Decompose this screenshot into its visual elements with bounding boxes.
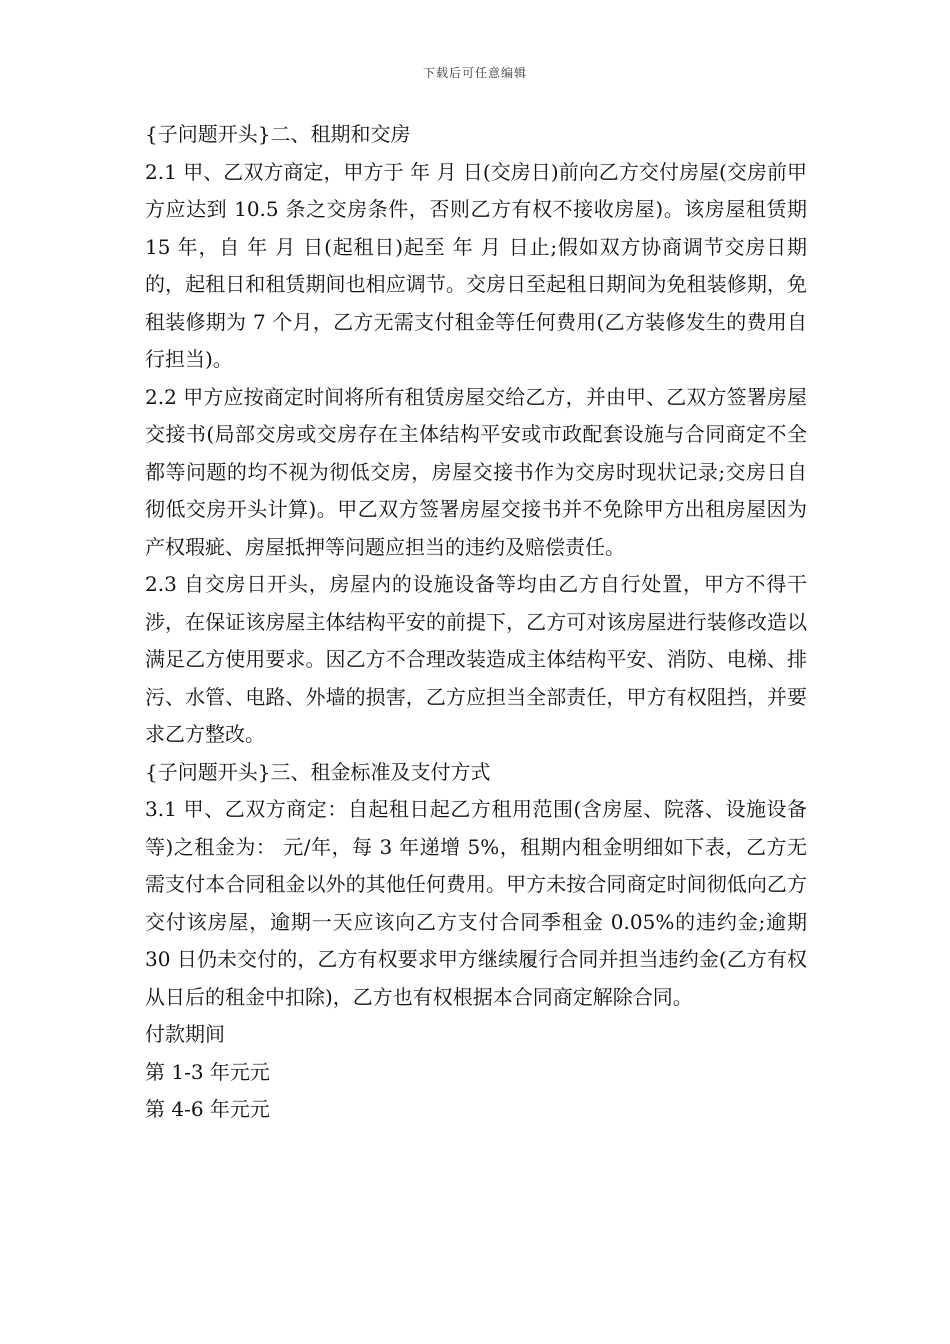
payment-row: 第 1-3 年元元 bbox=[145, 1059, 270, 1084]
section-heading: {子问题开头}二、租期和交房 bbox=[145, 122, 411, 146]
clause-2-1: 2.1 甲、乙双方商定，甲方于 年 月 日(交房日)前向乙方交付房屋(交房前甲方应达到 10.5 条之交房条件，否则乙方有权不接收房屋)。该房屋租赁期 15 年，自 年 月 日(起租日)起至 年 月 日止;假如双方协商调节交房日期的，起租日和租赁期间也相应调节。交房日至起租日期间为免租装修期，免租装修期为 7 个月，乙方无需支付租金等任何费用(乙方装修发生的费用自行担当)。 bbox=[145, 159, 807, 371]
payment-row: 第 4-6 年元元 bbox=[145, 1097, 270, 1121]
clause-2-2: 2.2 甲方应按商定时间将所有租赁房屋交给乙方，并由甲、乙双方签署房屋交接书(局部交房或交房存在主体结构平安或市政配套设施与合同商定不全都等问题的均不视为彻低交房，房屋交接书作为交房时现状记录;交房日自彻低交房开头计算)。甲乙双方签署房屋交接书并不免除甲方出租房屋因为产权瑕疵、房屋抵押等问题应担当的违约及赔偿责任。 bbox=[145, 384, 807, 559]
document-body bbox=[145, 116, 807, 1129]
payment-period-label: 付款期间 bbox=[145, 1022, 225, 1046]
clause-2-3: 2.3 自交房日开头，房屋内的设施设备等均由乙方自行处置，甲方不得干涉，在保证该房屋主体结构平安的前提下，乙方可对该房屋进行装修改造以满足乙方使用要求。因乙方不合理改装造成主体结构平安、消防、电梯、排污、水管、电路、外墙的损害，乙方应担当全部责任，甲方有权阻挡，并要求乙方整改。 bbox=[145, 572, 807, 746]
page-header bbox=[0, 64, 950, 81]
header-note: 下载后可任意编辑 bbox=[422, 66, 527, 80]
clause-3-1: 3.1 甲、乙双方商定：自起租日起乙方租用范围(含房屋、院落、设施设备等)之租金为： 元/年，每 3 年递增 5%，租期内租金明细如下表，乙方无需支付本合同租金以外的其他任何费用。甲方未按合同商定时间彻低向乙方交付该房屋，逾期一天应该向乙方支付合同季租金 0.05%的违约金;逾期 30 日仍未交付的，乙方有权要求甲方继续履行合同并担当违约金(乙方有权从日后的租金中扣除)，乙方也有权根据本合同商定解除合同。 bbox=[145, 797, 807, 1009]
section-heading: {子问题开头}三、租金标准及支付方式 bbox=[145, 759, 491, 784]
